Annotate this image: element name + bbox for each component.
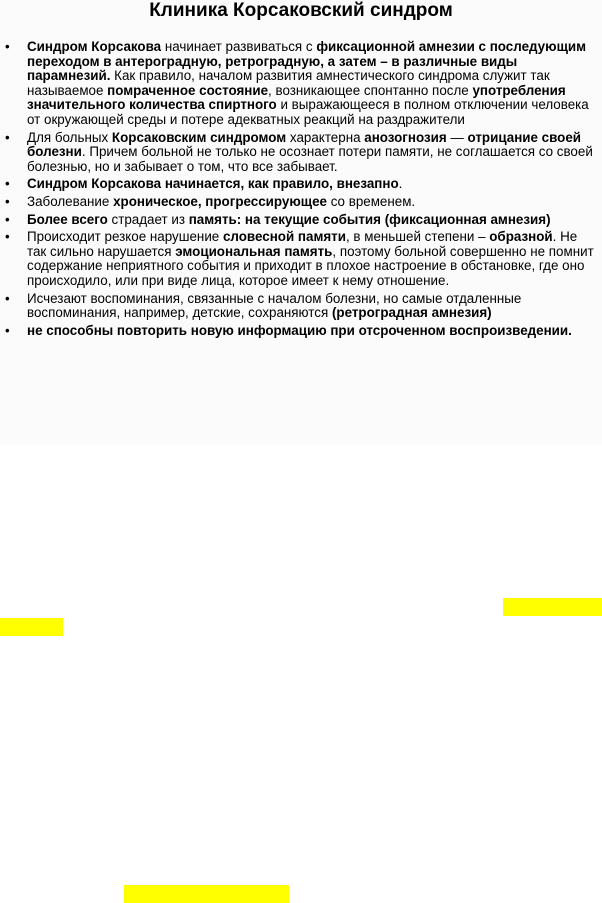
highlight-mark [124, 885, 289, 903]
bold-text: Синдром Корсакова [27, 39, 162, 54]
bullet-item [0, 177, 595, 192]
highlight-mark [503, 598, 602, 616]
bullet-marker: • [5, 39, 10, 54]
bold-text: (ретроградная амнезия) [331, 305, 492, 321]
text-segment: Происходит резкое нарушение [27, 229, 223, 245]
bullet-marker: • [5, 322, 10, 338]
bullet-item [0, 40, 595, 128]
bold-text: образной [489, 229, 553, 245]
text-segment: , поэтому больной совершенно не помнит содержание неприятного события и приходит в плохое настроение в обстановке, где оно происходило, или при виде лица, которое имеет к нему отношение. [27, 243, 594, 288]
bold-text: фиксационной амнезии с последующим переходом в антероградную, ретроградную, а затем – в различные виды парамнезий. [27, 39, 587, 84]
text-segment: Заболевание [27, 193, 114, 209]
bullet-item [0, 195, 595, 210]
bold-text: не способны повторить новую информацию при отсроченном воспроизведении. [27, 322, 572, 338]
text-segment: , возникающее спонтанно после [268, 82, 473, 98]
bullet-marker: • [5, 129, 10, 145]
bold-text: употребления значительного количества спиртного [27, 82, 566, 113]
bold-text: Синдром Корсакова начинается, как правило, внезапно [27, 176, 399, 192]
text-segment: , в меньшей степени – [345, 229, 490, 245]
bold-text: помраченное состояние [107, 82, 269, 98]
text-segment: . Причем больной не только не осознает потери памяти, не соглашается со своей болезнью, но и забывает о том, что все забывает. [27, 144, 593, 174]
bullet-marker: • [5, 193, 10, 209]
bold-text: память: на текущие события (фиксационная амнезия) [188, 211, 551, 227]
bold-text: хроническое, прогрессирующее [113, 193, 327, 209]
bold-text: эмоциональная память [175, 243, 333, 259]
bullet-item [0, 131, 595, 175]
text-segment: — [446, 129, 468, 145]
bullet-marker: • [5, 176, 10, 192]
slide [0, 0, 602, 445]
bullet-item [0, 324, 595, 339]
bullet-item [0, 213, 595, 228]
bullet-marker: • [5, 290, 10, 306]
text-segment: . [398, 176, 403, 192]
text-segment: Исчезают воспоминания, связанные с началом болезни, но самые отдаленные воспоминания, например, детские, сохраняются [27, 290, 522, 321]
text-segment: Как правило, началом развития амнестического синдрома служит так называемое [27, 68, 550, 98]
text-segment: страдает из [107, 211, 189, 227]
bold-text: словесной памяти [222, 229, 346, 245]
text-segment: и выражающееся в полном отключении человека от окружающей среды и потере адекватных реакций на раздражители [27, 97, 589, 127]
text-segment: . Не так сильно нарушается [27, 229, 578, 259]
highlight-mark [0, 618, 63, 636]
text-segment: начинает развиваться с [161, 39, 317, 54]
bullet-list [0, 40, 595, 341]
text-segment: характерна [286, 129, 365, 145]
bullet-marker: • [5, 211, 10, 227]
bold-text: отрицание своей болезни [27, 129, 582, 160]
bold-text: анозогнозия [364, 129, 447, 145]
bullet-item [0, 230, 595, 288]
bullet-marker: • [5, 229, 10, 245]
bold-text: Корсаковским синдромом [111, 129, 287, 145]
slide-title: Клиника Корсаковский синдром [149, 0, 453, 21]
text-segment: со временем. [326, 193, 416, 209]
bullet-item [0, 292, 595, 321]
text-segment: Для больных [27, 129, 112, 145]
bold-text: Более всего [27, 211, 108, 227]
